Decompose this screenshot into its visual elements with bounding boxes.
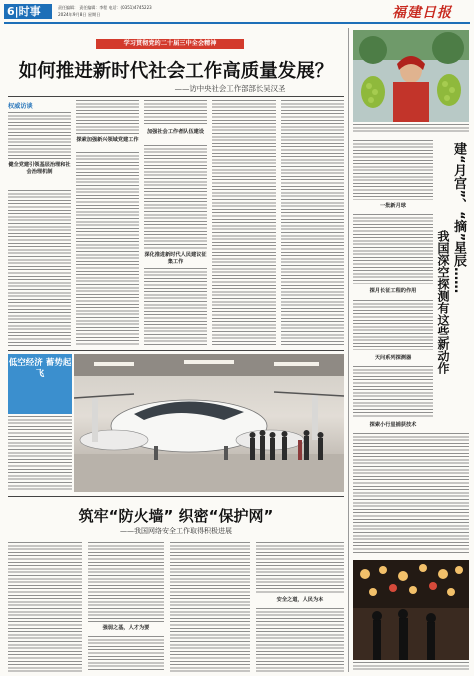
- masthead: [0, 0, 474, 24]
- article1-col3-text-b: [144, 145, 207, 249]
- article1-col2-text-b: [76, 152, 139, 346]
- column-tag: 权威访谈: [8, 103, 33, 110]
- masthead-rule: [4, 22, 470, 24]
- article2-col2-text-b: [88, 636, 164, 672]
- article1-subtitle-2: 探索加强新兴领域党建工作: [76, 137, 139, 143]
- article1-col2-text-a: [76, 100, 139, 134]
- article1-col4-text: [212, 100, 276, 346]
- side-text-c: [353, 366, 433, 418]
- article1-col1-text-a: [8, 112, 71, 160]
- article1-headline: 如何推进新时代社会工作高质量发展？: [18, 61, 334, 82]
- photo-caption-box: [8, 354, 72, 414]
- photo-bottom-rule: [8, 496, 344, 497]
- article2-col3-text: [170, 542, 250, 672]
- side-subtitle-3: 天问系列探测器: [374, 355, 412, 361]
- side-vertical-headline-a: 建“月宫”、“摘”星辰……: [451, 142, 466, 294]
- side-text-top: [353, 140, 433, 200]
- article2-col4-text-a: [256, 542, 344, 594]
- side-photo-top: [353, 30, 469, 122]
- article1-subtitle-1: 健全党建引领基层治理和社会治理机制: [8, 162, 71, 175]
- article1-banner: 学习贯彻党的二十届三中全会精神: [96, 39, 244, 49]
- article2-headline: 筑牢“防火墙” 织密“保护网”: [78, 507, 274, 525]
- article1-col3-text-a: [144, 100, 207, 126]
- side-photo-top-caption: [353, 124, 469, 134]
- page-label: 6|时事: [4, 4, 52, 19]
- side-photo-bottom: [353, 560, 469, 660]
- photo-caption-text: [8, 416, 72, 492]
- article1-rule: [8, 96, 344, 97]
- article1-subtitle-4: 深化推进新时代人民建议征集工作: [144, 252, 207, 265]
- article2-col4-text-b: [256, 608, 344, 672]
- article1-subtitle-3: 加强社会工作者队伍建设: [146, 129, 205, 135]
- photo-caption-title: 低空经济 蓄势起飞: [8, 358, 72, 379]
- side-text-b: [353, 300, 433, 350]
- article2-subhead: ——我国网络安全工作取得积极进展: [120, 527, 232, 535]
- side-subtitle-2: 探月长征工程的作用: [369, 288, 417, 294]
- column-divider: [348, 28, 349, 672]
- article1-col5-text: [281, 100, 344, 346]
- article1-col3-text-c: [144, 268, 207, 346]
- article2-col1-text: [8, 542, 82, 672]
- article1-subhead: ——访中央社会工作部部长吴汉圣: [174, 84, 286, 93]
- article2-col2-text-a: [88, 542, 164, 622]
- article2-subtitle-2: 安全之道，人民为本: [276, 597, 324, 603]
- logo: 福建日报: [392, 5, 452, 21]
- side-subtitle-4: 探索小行星捕获技术: [369, 422, 417, 428]
- aircraft-photo: [74, 354, 344, 492]
- contact-line: 责任编辑： 责任编辑：李程 电话：(0351)4745223: [58, 5, 152, 10]
- article1-bottom-rule: [8, 350, 344, 351]
- side-subtitle-1: 一批新月球: [380, 203, 406, 209]
- side-photo-bottom-caption: [353, 662, 469, 672]
- side-text-d: [353, 433, 469, 555]
- side-vertical-headline-b: 我国深空探测有这些新动作: [436, 230, 450, 374]
- article1-col1-text-b: [8, 190, 71, 346]
- article2-subtitle-1: 强弱之基，人才为要: [102, 625, 150, 631]
- side-text-a: [353, 214, 433, 284]
- date-line: 2024年9月8日 星期日: [58, 12, 101, 17]
